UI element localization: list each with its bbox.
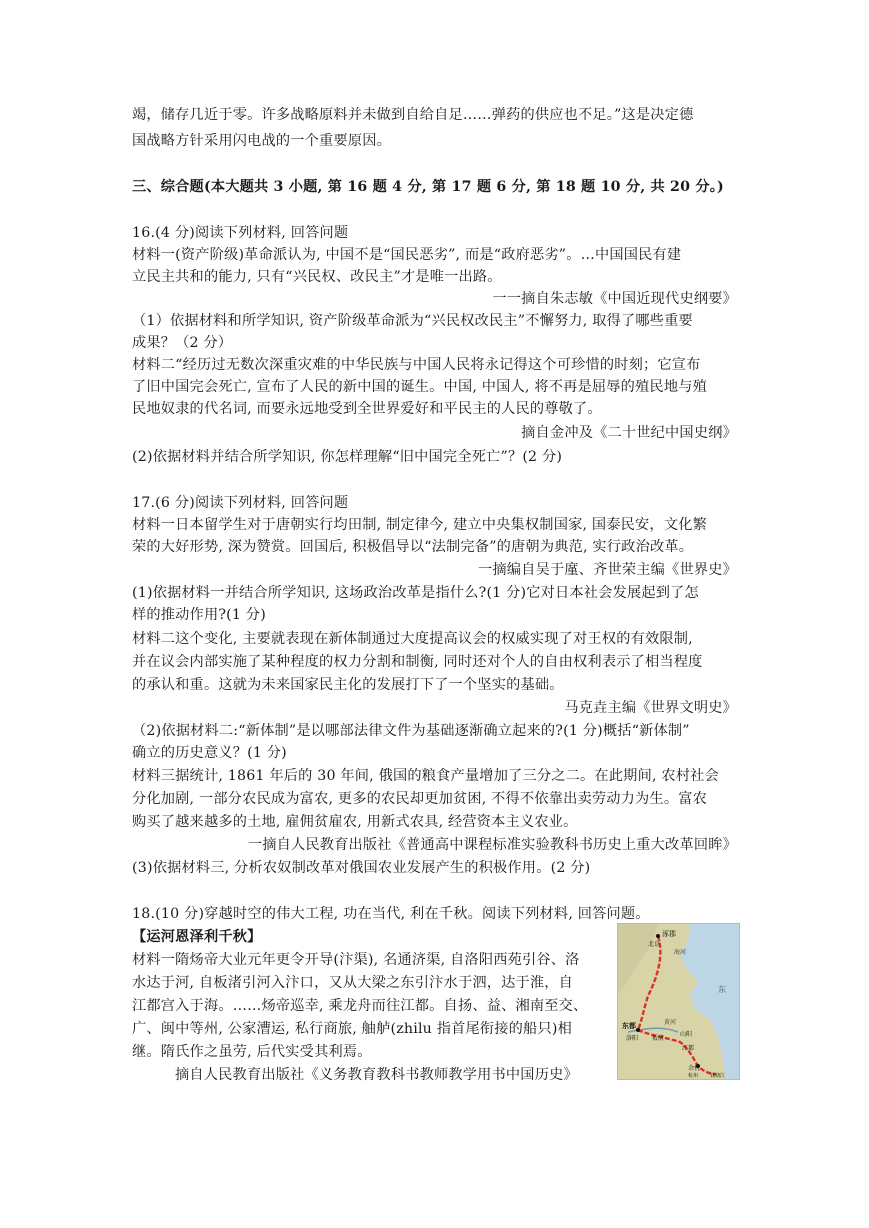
map-label-luoyang: 洛阳 bbox=[626, 1035, 639, 1042]
map-city-luoyang bbox=[636, 1028, 640, 1032]
q17-material2-line3: 的承认和重。这就为未来国家民主化的发展打下了一个坚实的基础。 bbox=[132, 677, 564, 693]
q17-material2-source: 马克垚主编《世界文明史》 bbox=[564, 700, 737, 716]
map-label-qiantang: 钱塘江 bbox=[710, 1073, 726, 1079]
q18-material1-line1: 材料一隋炀帝大业元年更令开导(汴渠), 名通济渠, 自洛阳西苑引谷、洛 bbox=[132, 952, 580, 968]
map-label-east: 东 bbox=[718, 985, 726, 994]
intro-line-1: 竭，储存几近于零。许多战略原料并未做到自给自足……弹药的供应也不足。”这是决定德 bbox=[132, 107, 694, 123]
map-label-zhuojun: 涿郡 bbox=[662, 930, 676, 938]
map-label-shanyang: 山阳 bbox=[680, 1031, 693, 1038]
q16-question1-line2: 成果？（2 分） bbox=[132, 335, 233, 351]
q17-question2-line1: （2)依据材料二:“新体制”是以哪部法律文件为基础逐渐确立起来的?(1 分)概括“新体制” bbox=[132, 723, 690, 739]
q16-material1-line2: 立民主共和的能力, 只有“兴民权、改民主”才是唯一出路。 bbox=[132, 269, 502, 285]
q17-material2-line2: 并在议会内部实施了某种程度的权力分割和制衡, 同时还对个人的自由权利表示了相当程度 bbox=[132, 654, 703, 670]
grand-canal-map bbox=[617, 923, 740, 1080]
q18-subheading: 【运河恩泽利千秋】 bbox=[132, 929, 262, 945]
q16-material2-line2: 了旧中国完会死亡, 宣布了人民的新中国的诞生。中国, 中国人, 将不再是屈辱的殖民地与殖 bbox=[132, 379, 707, 395]
q16-question2: (2)依据材料并结合所学知识, 你怎样理解“旧中国完全死亡”？(2 分) bbox=[132, 449, 563, 465]
q18-material1-line2: 水达于河, 自板渚引河入汴口，又从大梁之东引汴水于泗，达于淮，自 bbox=[132, 975, 574, 991]
q16-material1-source: 一一摘自朱志敏《中国近现代史纲要》 bbox=[492, 291, 737, 307]
q18-material1-line3: 江都宫入于海。……炀帝巡幸, 乘龙舟而往江都。自扬、益、湘南至交、 bbox=[132, 998, 588, 1014]
q17-question3: (3)依据材料三, 分析农奴制改革对俄国农业发展产生的积极作用。(2 分) bbox=[132, 860, 591, 876]
map-label-dongdu: 东都 bbox=[622, 1022, 636, 1030]
q17-material2-line1: 材料二这个变化, 主要就表现在新体制通过大度提高议会的权威实现了对王权的有效限制, bbox=[132, 631, 693, 647]
q17-question1-line2: 样的推动作用?(1 分) bbox=[132, 607, 266, 623]
map-label-beijing: 北京 bbox=[648, 941, 661, 948]
q16-material2-line3: 民地奴隶的代名词, 而要永远地受到全世界爱好和平民主的人民的尊敬了。 bbox=[132, 401, 602, 417]
q17-material1-line1: 材料一日本留学生对于唐朝实行均田制, 制定律今, 建立中央集权制国家, 国泰民安，文化繁 bbox=[132, 517, 707, 533]
map-label-hangzhou: 杭州 bbox=[688, 1073, 699, 1079]
q17-material1-line2: 荣的大好形势, 深为赞赏。回国后, 积极倡导以“法制完备”的唐朝为典范, 实行政治改革。 bbox=[132, 539, 694, 555]
map-label-haihe: 海河 bbox=[674, 949, 687, 956]
q16-question1-line1: （1）依据材料和所学知识, 资产阶级革命派为“兴民权改民主”不懈努力, 取得了哪些重要 bbox=[132, 313, 693, 329]
q18-material1-source: 摘自人民教育出版社《义务教育教科书教师教学用书中国历史》 bbox=[175, 1067, 578, 1083]
q17-question2-line2: 确立的历史意义？(1 分) bbox=[132, 745, 287, 761]
q16-title: 16.(4 分)阅读下列材料, 回答问题 bbox=[132, 225, 349, 241]
intro-line-2: 国战略方针采用闪电战的一个重要原因。 bbox=[132, 133, 391, 149]
q18-material1-line5: 继。隋氏作之虽劳, 后代实受其利焉。 bbox=[132, 1044, 372, 1060]
q16-material2-line1: 材料二“经历过无数次深重灾难的中华民族与中国人民将永记得这个可珍惜的时刻；它宣布 bbox=[132, 357, 701, 373]
map-label-yuhang: 余杭 bbox=[688, 1065, 701, 1072]
q17-material3-line3: 购买了越来越多的土地, 雇佣贫雇农, 用新式农具, 经营资本主义农业。 bbox=[132, 814, 578, 830]
map-city-zhuojun bbox=[656, 934, 660, 938]
q17-question1-line1: (1)依据材料一并结合所学知识, 这场政治改革是指什么?(1 分)它对日本社会发展起到了怎 bbox=[132, 585, 699, 601]
q17-material3-source: 一摘自人民教育出版社《普通高中课程标准实验教科书历史上重大改革回眸》 bbox=[247, 837, 737, 853]
map-label-huanghe: 黄河 bbox=[664, 1019, 677, 1026]
q16-material1-line1: 材料一(资产阶级)革命派认为, 中国不是“国民恶劣”, 而是“政府恶劣”。…中国国民有建 bbox=[132, 247, 682, 263]
q17-material3-line1: 材料三据统计, 1861 年后的 30 年间, 俄国的粮食产量增加了三分之二。在此期间, 农村社会 bbox=[132, 768, 719, 784]
q17-material3-line2: 分化加剧, 一部分农民成为富农, 更多的农民却更加贫困, 不得不依靠出卖劳动力为生。富农 bbox=[132, 791, 707, 807]
map-label-banzhu: 板渚 bbox=[652, 1035, 665, 1042]
q16-material2-source: 摘自金冲及《二十世纪中国史纲》 bbox=[521, 425, 737, 441]
grand-canal-map-svg bbox=[618, 924, 739, 1079]
q17-title: 17.(6 分)阅读下列材料, 回答问题 bbox=[132, 495, 349, 511]
q18-material1-line4: 广、闽中等州, 公家漕运, 私行商旅, 舳舻(zhilu 指首尾衔接的船只)相 bbox=[132, 1021, 572, 1037]
map-label-jiangdu: 江都 bbox=[682, 1045, 695, 1052]
q17-material1-source: 一摘编自吴于廑、齐世荣主编《世界史》 bbox=[478, 562, 737, 578]
section-heading: 三、综合题(本大题共 3 小题, 第 16 题 4 分, 第 17 题 6 分, 第 18 题 10 分, 共 20 分。) bbox=[132, 179, 724, 195]
q18-title: 18.(10 分)穿越时空的伟大工程, 功在当代, 利在千秋。阅读下列材料, 回答问题。 bbox=[132, 906, 650, 922]
